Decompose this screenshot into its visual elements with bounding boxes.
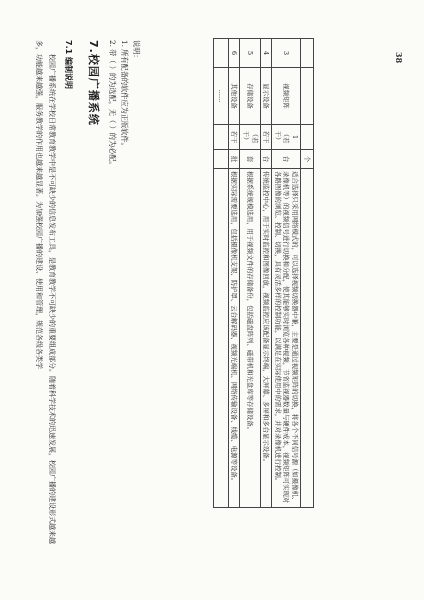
table-cell-no: 3 — [272, 39, 301, 68]
table-cell-desc: 根据实际需要选用，包括摄像机支架、防护罩、云台解码器、视频光端机、网络传输设备、线缆、电源等设备。 — [228, 169, 240, 508]
note-item: 1. 所有配备的软件应为正版软件。 — [120, 40, 129, 150]
table-cell-name: 视频矩阵 — [272, 68, 301, 125]
table-cell-no: 5 — [240, 39, 260, 68]
table-row — [272, 39, 301, 508]
notes-heading: 说明： — [132, 40, 141, 62]
table-cell-unit: 个 — [301, 150, 314, 169]
body-paragraph: 校园广播系统在学校日常教育教学中是不可缺少的信息发布工具，是教育教学不可缺少的重要组成部分。随着科学技术的迅速发展，校园广播的建设形式越来越多，功能越来越强，服务教学的作用也越来越显著。为加强校园广播的建设、使用和管理，规范各级各类学 — [35, 40, 56, 544]
section-title: 7.校园广播系统 — [87, 40, 100, 126]
table-row — [240, 39, 260, 508]
table-row — [228, 39, 240, 508]
equipment-table — [213, 38, 314, 508]
table-ellipsis: …… — [213, 68, 228, 125]
table-cell-count-value: 1 — [291, 134, 299, 140]
table-cell-unit: 台 — [260, 150, 272, 169]
table-cell-name: 存储设备 — [240, 68, 260, 125]
table-cell-count: （若干） — [240, 125, 260, 150]
table-cell-unit: 批 — [228, 150, 240, 169]
table-cell-desc: 根据系统规模选用，用于视频文件的存储备份，包括磁盘阵列、磁带机和光盘库等存储设备。 — [240, 169, 260, 508]
table-cell-no: 4 — [260, 39, 272, 68]
table-row — [301, 39, 314, 508]
table-cell-no: 6 — [228, 39, 240, 68]
table-cell-unit: 台 — [272, 150, 301, 169]
table-notes — [106, 40, 142, 169]
table-cell-count: 若干 — [228, 125, 240, 150]
table-cell-count-extra: （若干） — [273, 130, 291, 144]
subsection-title: 7.1 编制说明 — [64, 40, 73, 89]
table-cell-desc: 传统监控中心，用于实时监控和图像回放，视频监控应该配备显示终端，大屏幕、多屏和多台显示设备。 — [260, 169, 272, 508]
page-number: 38 — [394, 52, 404, 64]
table-cell-desc: 适合选择只采用网络模式的，可以选择视频切换器中兼，主要是通过视频矩阵的切换，将各个不同信号源（如摄像机、录像机等）的视频信号进行切换和分配，使其能够实时浏览各种视频，节省监视器数量与硬件成本，视频矩阵可实现对各路图像的浏览、控制、切换，具有灵活多样的控制功能，以满足在实际使用中的需求，并对录像机进行控制。 — [272, 169, 301, 508]
table-cell-name: 显示设备 — [260, 68, 272, 125]
table-cell-unit: 套 — [240, 150, 260, 169]
table-row — [213, 39, 228, 508]
table-cell-count: 若干 — [260, 125, 272, 150]
table-cell-count — [272, 125, 301, 150]
table-row — [260, 39, 272, 508]
note-item: 2. 带（ ）的为选配，无（ ）的为必配。 — [108, 40, 117, 169]
table-cell-name: 其他设备 — [228, 68, 240, 125]
